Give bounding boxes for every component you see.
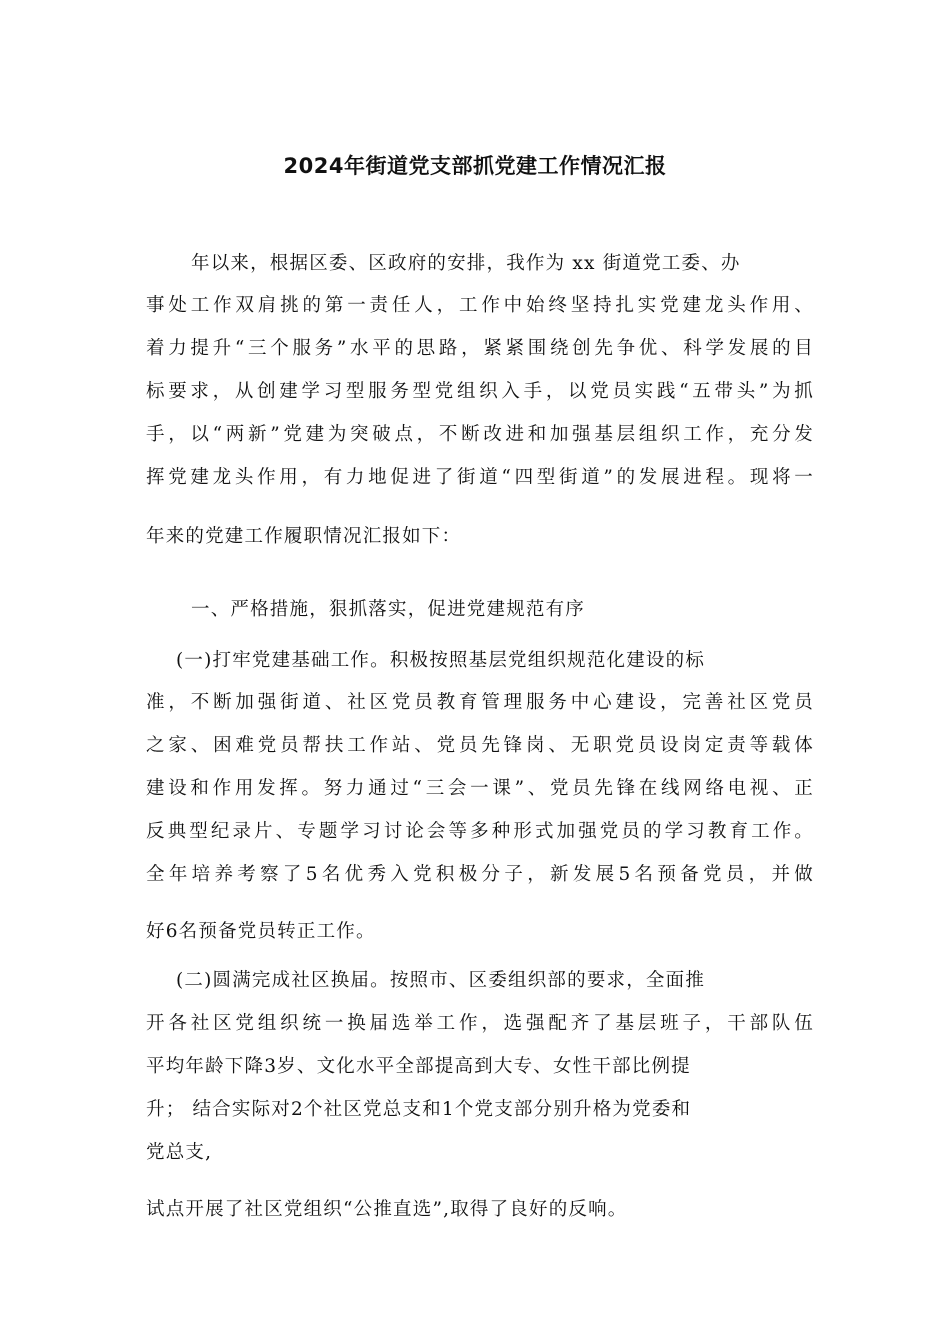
intro-line-7: 年来的党建工作履职情况汇报如下： (146, 526, 462, 547)
intro-line-3: 着力提升“三个服务”水平的思路，紧紧围绕创先争优、科学发展的目 (146, 338, 814, 359)
intro-line-2: 事处工作双肩挑的第一责任人，工作中始终坚持扎实党建龙头作用、 (146, 295, 814, 316)
sub2-line-2: 开各社区党组织统一换届选举工作，选强配齐了基层班子，干部队伍 (146, 1013, 814, 1034)
intro-line-6: 挥党建龙头作用，有力地促进了街道“四型街道”的发展进程。现将一 (146, 467, 814, 488)
sub1-line-1: (一)打牢党建基础工作。积极按照基层党组织规范化建设的标 (176, 650, 706, 671)
sub1-line-3: 之家、困难党员帮扶工作站、党员先锋岗、无职党员设岗定责等载体 (146, 735, 814, 756)
intro-line-4: 标要求，从创建学习型服务型党组织入手，以党员实践“五带头”为抓 (146, 381, 814, 402)
sub1-line-2: 准，不断加强街道、社区党员教育管理服务中心建设，完善社区党员 (146, 692, 814, 713)
sub2-line-3: 平均年龄下降3岁、文化水平全部提高到大专、女性干部比例提 (146, 1056, 691, 1077)
intro-line-1: 年以来，根据区委、区政府的安排，我作为 xx 街道党工委、办 (191, 253, 741, 274)
sub1-line-4: 建设和作用发挥。努力通过“三会一课”、党员先锋在线网络电视、正 (146, 778, 814, 799)
section-heading-1: 一、严格措施，狠抓落实，促进党建规范有序 (191, 599, 586, 620)
sub1-line-7: 好6名预备党员转正工作。 (146, 921, 376, 942)
document-title: 2024年街道党支部抓党建工作情况汇报 (283, 154, 667, 178)
sub1-line-5: 反典型纪录片、专题学习讨论会等多种形式加强党员的学习教育工作。 (146, 821, 814, 842)
intro-line-5: 手，以“两新”党建为突破点，不断改进和加强基层组织工作，充分发 (146, 424, 814, 445)
sub2-line-5: 党总支, (146, 1142, 213, 1163)
sub2-line-6: 试点开展了社区党组织“公推直选”,取得了良好的反响。 (146, 1199, 628, 1220)
sub2-line-4: 升； 结合实际对2个社区党总支和1个党支部分别升格为党委和 (146, 1099, 692, 1120)
sub2-line-1: (二)圆满完成社区换届。按照市、区委组织部的要求，全面推 (176, 970, 706, 991)
sub1-line-6: 全年培养考察了5名优秀入党积极分子，新发展5名预备党员，并做 (146, 864, 814, 885)
